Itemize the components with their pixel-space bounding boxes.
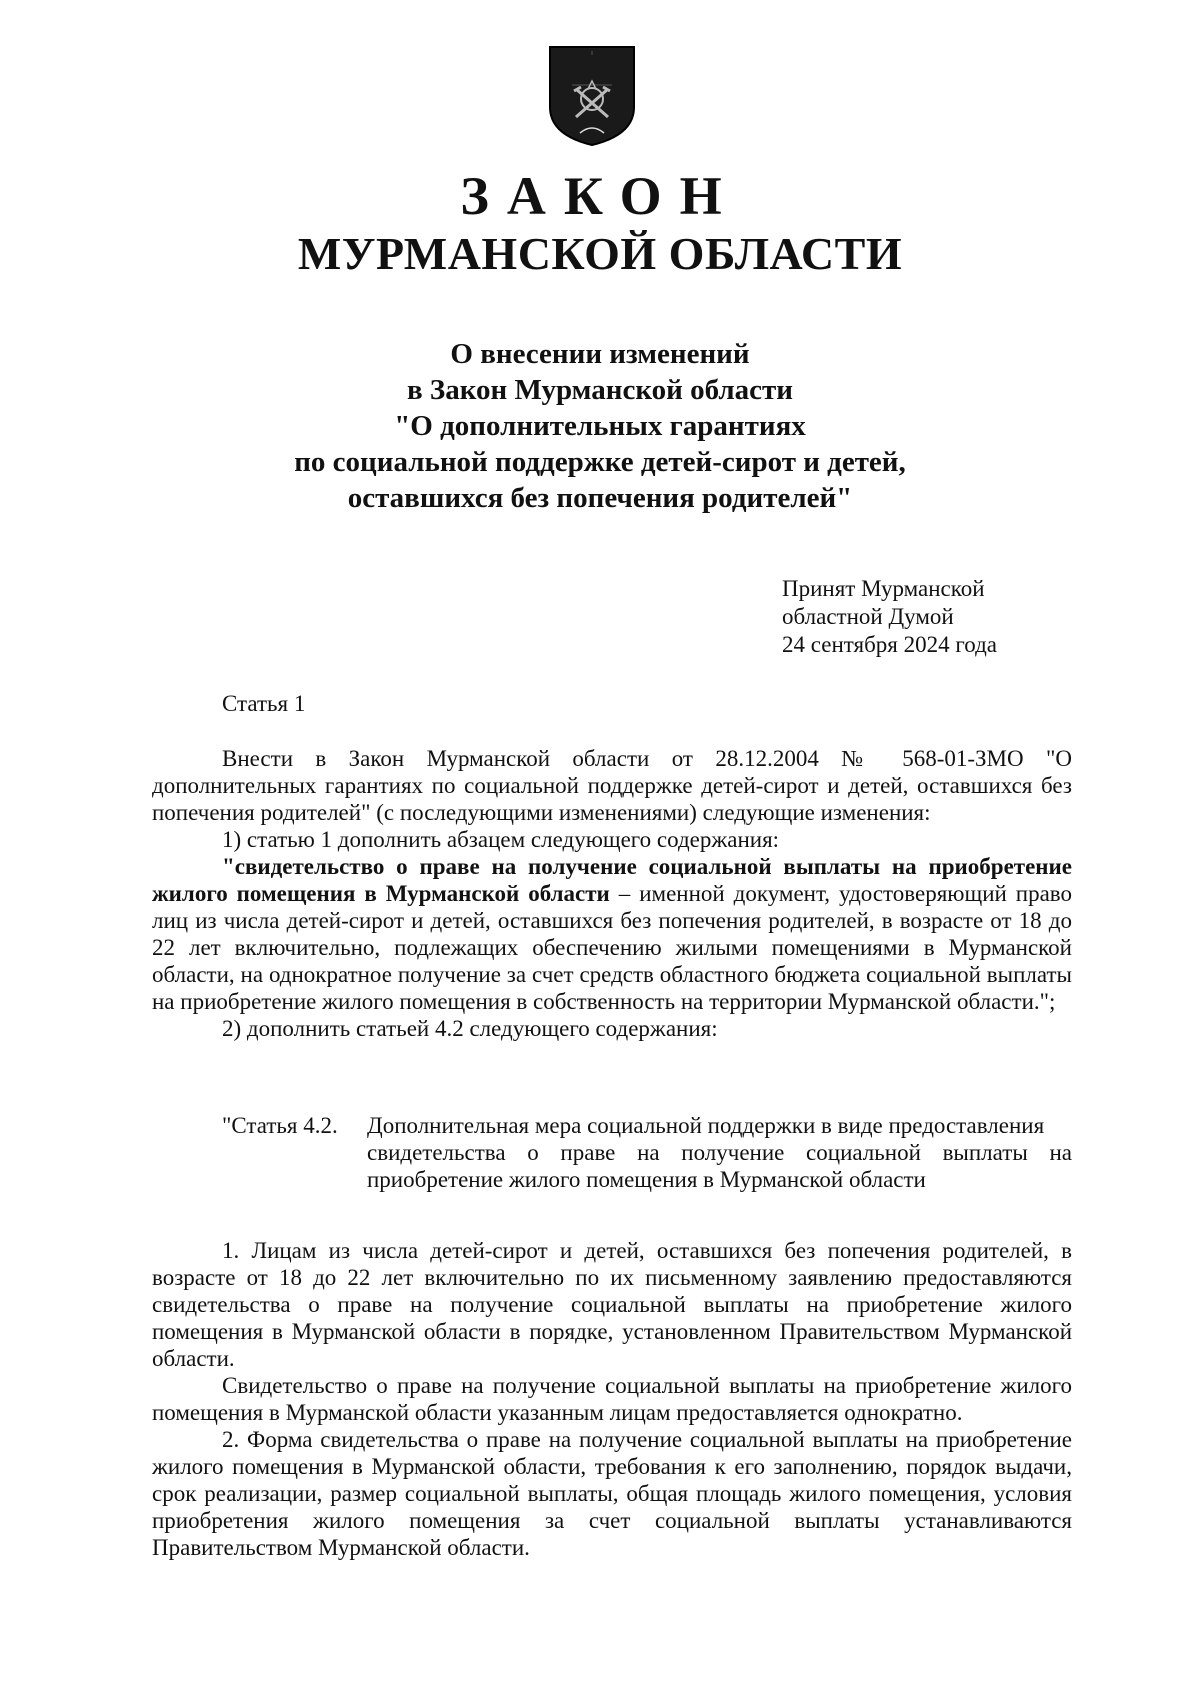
article-4-2-paragraph-2: Свидетельство о праве на получение социальной выплаты на приобретение жилого помещения в Мурманской области указанным лицам предоставляется однократно. <box>152 1373 1072 1425</box>
article-4-2-title-rest: свидетельства о праве на получение социальной выплаты на приобретение жилого помещения в Мурманской области <box>367 1140 1072 1192</box>
article-4-2-paragraph-3: 2. Форма свидетельства о праве на получение социальной выплаты на приобретение жилого помещения в Мурманской области, требования к его заполнению, порядок выдачи, срок реализации, размер социальной выплаты, общая площадь жилого помещения, условия приобретения жилого помещения за счет социальной выплаты устанавливаются Правительством Мурманской области. <box>152 1427 1072 1560</box>
article-4-2-body <box>152 1237 1072 1561</box>
subject-line: "О дополнительных гарантиях <box>394 410 806 442</box>
definition-paragraph <box>152 853 1072 1015</box>
region-title: МУРМАНСКОЙ ОБЛАСТИ <box>297 228 903 279</box>
subject-line: оставшихся без попечения родителей" <box>347 482 853 514</box>
subject-line: О внесении изменений <box>450 338 750 370</box>
coat-of-arms-icon <box>548 45 636 147</box>
adoption-line: областной Думой <box>782 604 954 629</box>
amendment-item-2: 2) дополнить статьей 4.2 следующего содержания: <box>222 1016 718 1041</box>
article-1-heading: Статья 1 <box>222 691 306 716</box>
adoption-note <box>782 575 997 659</box>
definition-text: – именной документ, удостоверяющий право лиц из числа детей-сирот и детей, оставшихся без попечения родителей, в возрасте от 18 до 22 лет включительно, подлежащих обеспечению жилыми помещениями в Мурманской области, на однократное получение за счет средств областного бюджета социальной выплаты на приобретение жилого помещения в собственность на территории Мурманской области."; <box>152 881 1072 1014</box>
adoption-line: Принят Мурманской <box>782 576 985 601</box>
subject-line: в Закон Мурманской области <box>407 374 793 406</box>
amendment-item-1: 1) статью 1 дополнить абзацем следующего содержания: <box>222 827 780 852</box>
article-4-2-paragraph-1: 1. Лицам из числа детей-сирот и детей, оставшихся без попечения родителей, в возрасте от 18 до 22 лет включительно по их письменному заявлению предоставляются свидетельства о праве на получение социальной выплаты на приобретение жилого помещения в Мурманской области в порядке, установленном Правительством Мурманской области. <box>152 1238 1072 1371</box>
subject-line: по социальной поддержке детей-сирот и детей, <box>294 446 906 478</box>
adoption-date: 24 сентября 2024 года <box>782 632 997 657</box>
article-4-2-title-line: Дополнительная мера социальной поддержки в виде предоставления <box>367 1113 1045 1138</box>
article-1-intro: Внести в Закон Мурманской области от 28.12.2004 № 568-01-ЗМО "О дополнительных гарантиях по социальной поддержке детей-сирот и детей, оставшихся без попечения родителей" (с последующими изменениями) следующие изменения: <box>152 746 1072 825</box>
definition-term: "свидетельство о праве на получение социальной выплаты на приобретение жилого помещения в Мурманской области <box>152 854 1072 906</box>
article-4-2-heading <box>222 1112 1072 1193</box>
article-1-body <box>152 745 1072 1042</box>
article-4-2-label: "Статья 4.2. <box>222 1113 338 1138</box>
law-subject-title <box>0 336 1200 516</box>
document-type-title: ЗАКОН <box>460 166 740 226</box>
